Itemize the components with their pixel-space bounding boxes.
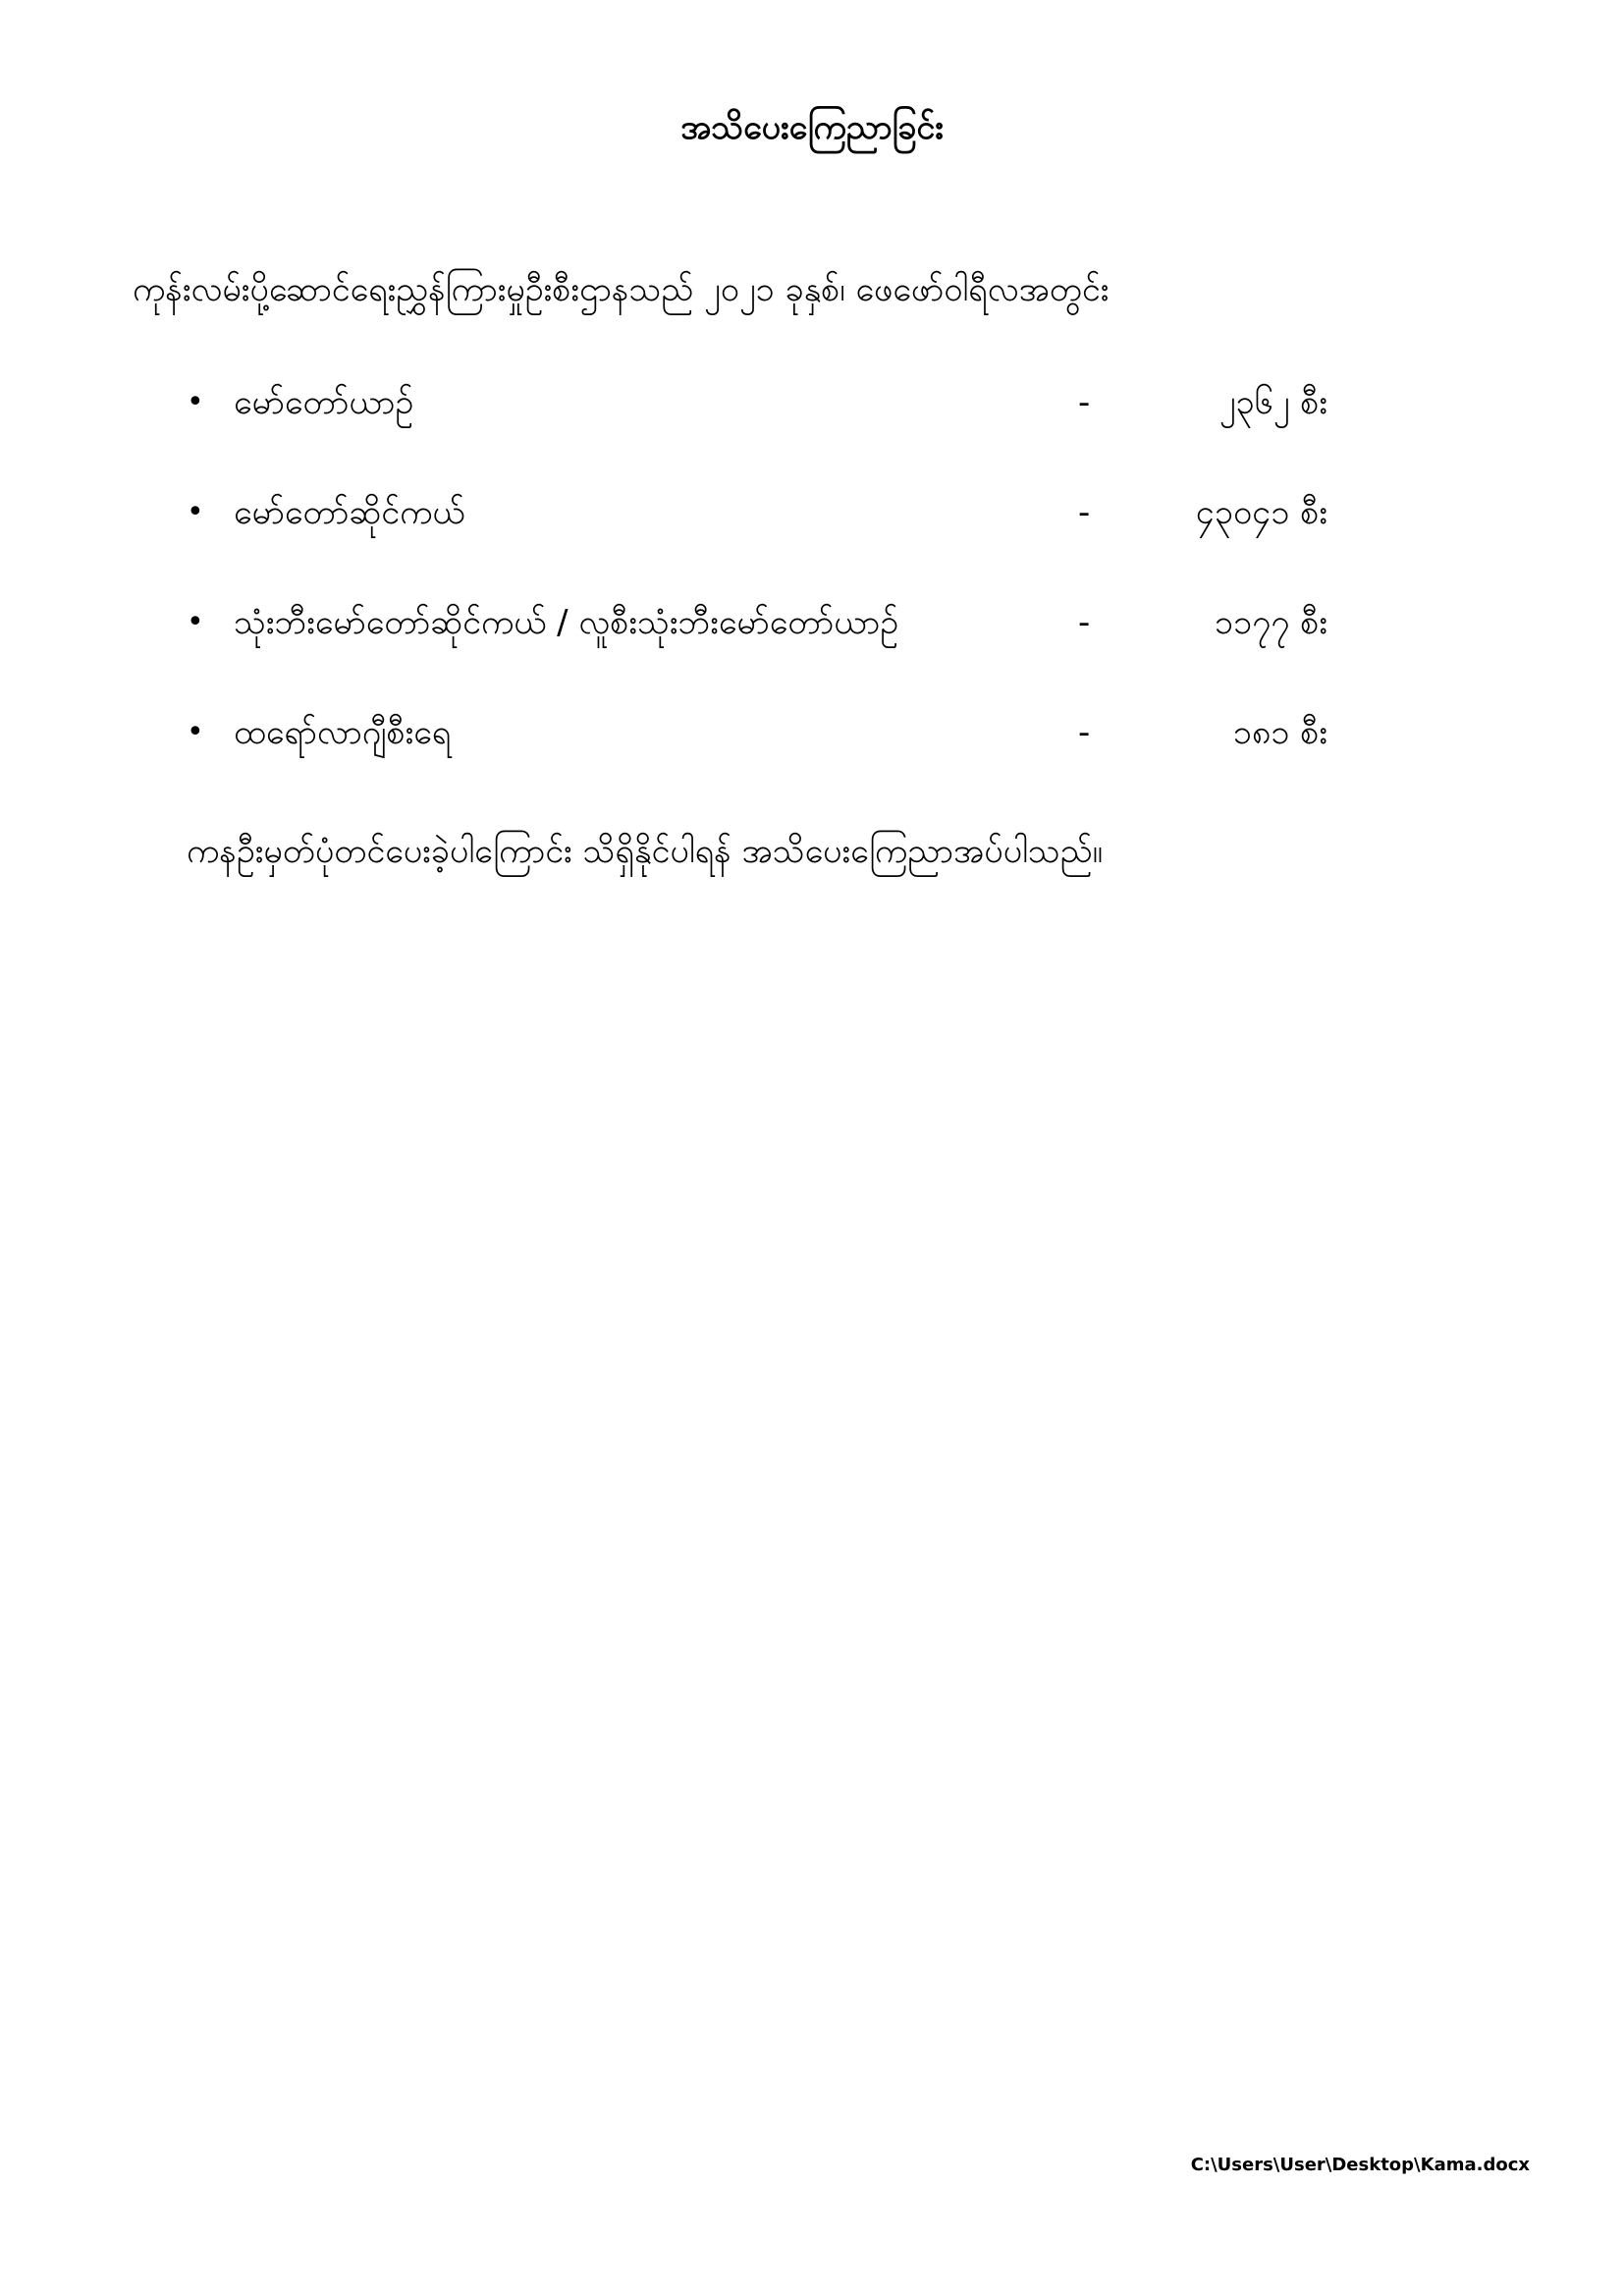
bullet-icon: • — [187, 715, 204, 749]
item-dash: - — [1078, 493, 1091, 532]
item-count: ၄၃၀၄၁ စီး — [1195, 493, 1327, 532]
bullet-icon: • — [187, 605, 204, 639]
item-count: ၁၁၇၇ စီး — [1214, 603, 1327, 642]
item-dash: - — [1078, 383, 1091, 422]
page-title: အသိပေးကြေညာခြင်း — [680, 108, 944, 147]
item-count: ၁၈၁ စီး — [1232, 713, 1327, 752]
list-item — [0, 483, 1624, 542]
intro-paragraph: ကုန်းလမ်းပို့ဆောင်ရေးညွှန်ကြားမှုဦးစီးဌာနသည် ၂၀၂၁ ခုနှစ်၊ ဖေဖော်ဝါရီလအတွင်း — [133, 270, 1110, 309]
item-label: မော်တော်ဆိုင်ကယ် — [234, 493, 465, 532]
list-item — [0, 703, 1624, 762]
item-label: သုံးဘီးမော်တော်ဆိုင်ကယ် / လူစီးသုံးဘီးမော်တော်ယာဉ် — [234, 603, 899, 642]
item-label: မော်တော်ယာဉ် — [234, 383, 414, 422]
bullet-icon: • — [187, 385, 204, 419]
list-item — [0, 373, 1624, 432]
closing-paragraph: ကနဦးမှတ်ပုံတင်ပေးခဲ့ပါကြောင်း သိရှိနိုင်ပါရန် အသိပေးကြေညာအပ်ပါသည်။ — [187, 832, 1103, 871]
item-dash: - — [1078, 603, 1091, 642]
footer-file-path: C:\Users\User\Desktop\Kama.docx — [1190, 2155, 1530, 2175]
item-dash: - — [1078, 713, 1091, 752]
bullet-icon: • — [187, 495, 204, 529]
item-label: ထရော်လာဂျီစီးရေ — [234, 713, 452, 752]
list-item — [0, 593, 1624, 652]
item-count: ၂၃၆၂ စီး — [1218, 383, 1327, 422]
